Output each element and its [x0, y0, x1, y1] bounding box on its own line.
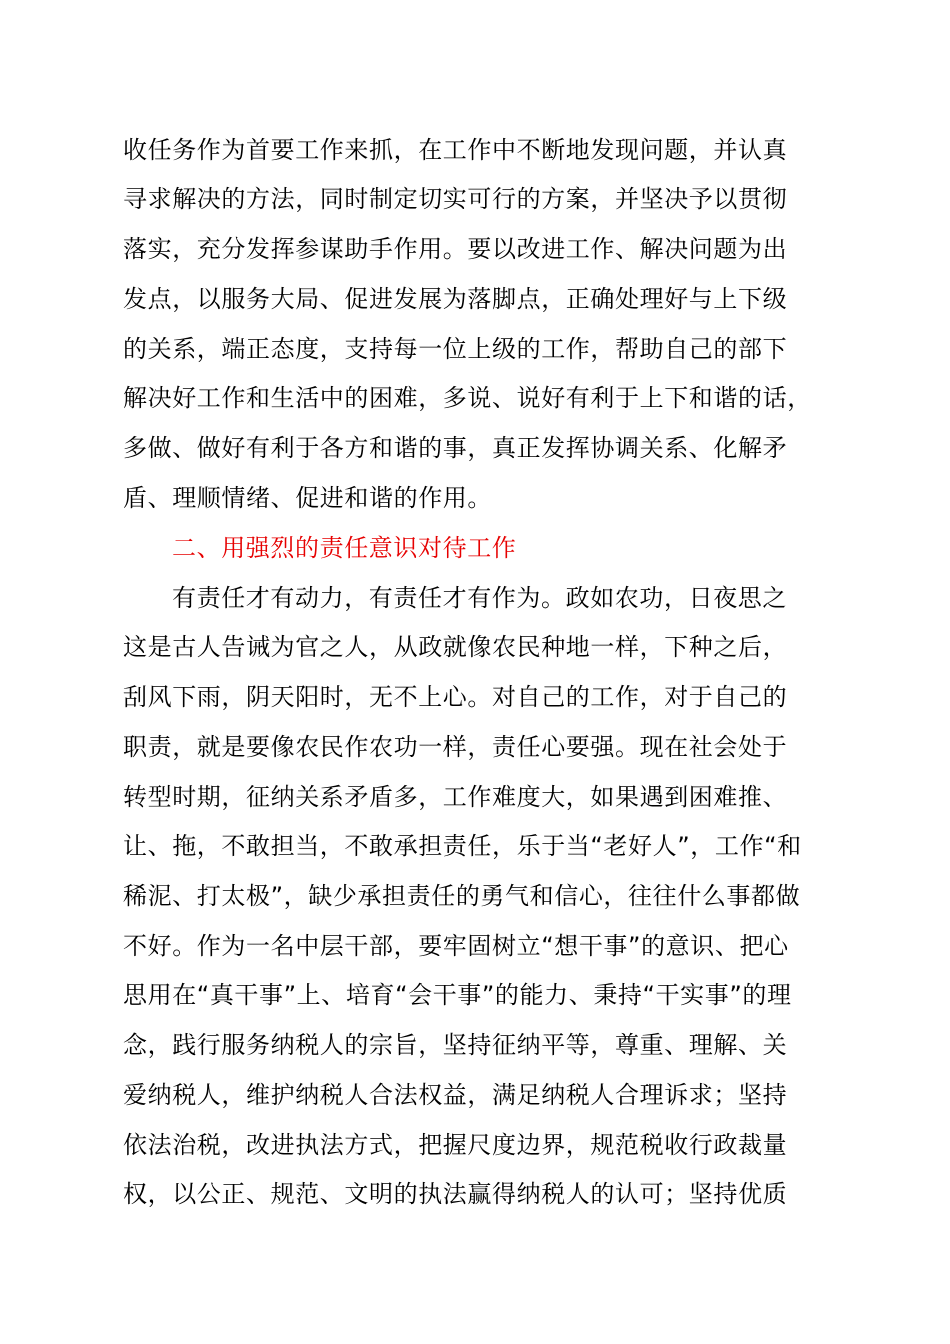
paragraph-line: 稀泥、打太极”，缺少承担责任的勇气和信心，往往什么事都做	[123, 882, 801, 910]
paragraph-line: 念，践行服务纳税人的宗旨，坚持征纳平等，尊重、理解、关	[123, 1031, 788, 1059]
paragraph-line: 解决好工作和生活中的困难，多说、说好有利于上下和谐的话，	[123, 384, 812, 412]
paragraph-line: 盾、理顺情绪、促进和谐的作用。	[123, 484, 492, 512]
paragraph-line: 发点，以服务大局、促进发展为落脚点，正确处理好与上下级	[123, 285, 788, 313]
paragraph-line: 多做、做好有利于各方和谐的事，真正发挥协调关系、化解矛	[123, 434, 788, 462]
paragraph-line: 收任务作为首要工作来抓，在工作中不断地发现问题，并认真	[123, 136, 788, 164]
paragraph-line: 转型时期，征纳关系矛盾多，工作难度大，如果遇到困难推、	[123, 783, 788, 811]
paragraph-line: 爱纳税人，维护纳税人合法权益，满足纳税人合理诉求；坚持	[123, 1081, 788, 1109]
paragraph-line: 有责任才有动力，有责任才有作为。政如农功，日夜思之	[172, 584, 787, 612]
paragraph-line: 落实，充分发挥参谋助手作用。要以改进工作、解决问题为出	[123, 235, 788, 263]
paragraph-line: 这是古人告诫为官之人，从政就像农民种地一样，下种之后，	[123, 633, 788, 661]
paragraph-line: 的关系，端正态度，支持每一位上级的工作，帮助自己的部下	[123, 335, 788, 363]
section-heading: 二、用强烈的责任意识对待工作	[172, 534, 517, 562]
paragraph-line: 寻求解决的方法，同时制定切实可行的方案，并坚决予以贯彻	[123, 185, 788, 213]
paragraph-line: 思用在“真干事”上、培育“会干事”的能力、秉持“干实事”的理	[123, 981, 792, 1009]
paragraph-line: 权，以公正、规范、文明的执法赢得纳税人的认可；坚持优质	[123, 1180, 788, 1208]
paragraph-line: 职责，就是要像农民作农功一样，责任心要强。现在社会处于	[123, 733, 788, 761]
paragraph-line: 刮风下雨，阴天阳时，无不上心。对自己的工作，对于自己的	[123, 683, 788, 711]
paragraph-line: 不好。作为一名中层干部，要牢固树立“想干事”的意识、把心	[123, 932, 789, 960]
paragraph-line: 让、拖，不敢担当，不敢承担责任，乐于当“老好人”，工作“和	[123, 832, 802, 860]
paragraph-line: 依法治税，改进执法方式，把握尺度边界，规范税收行政裁量	[123, 1131, 788, 1159]
